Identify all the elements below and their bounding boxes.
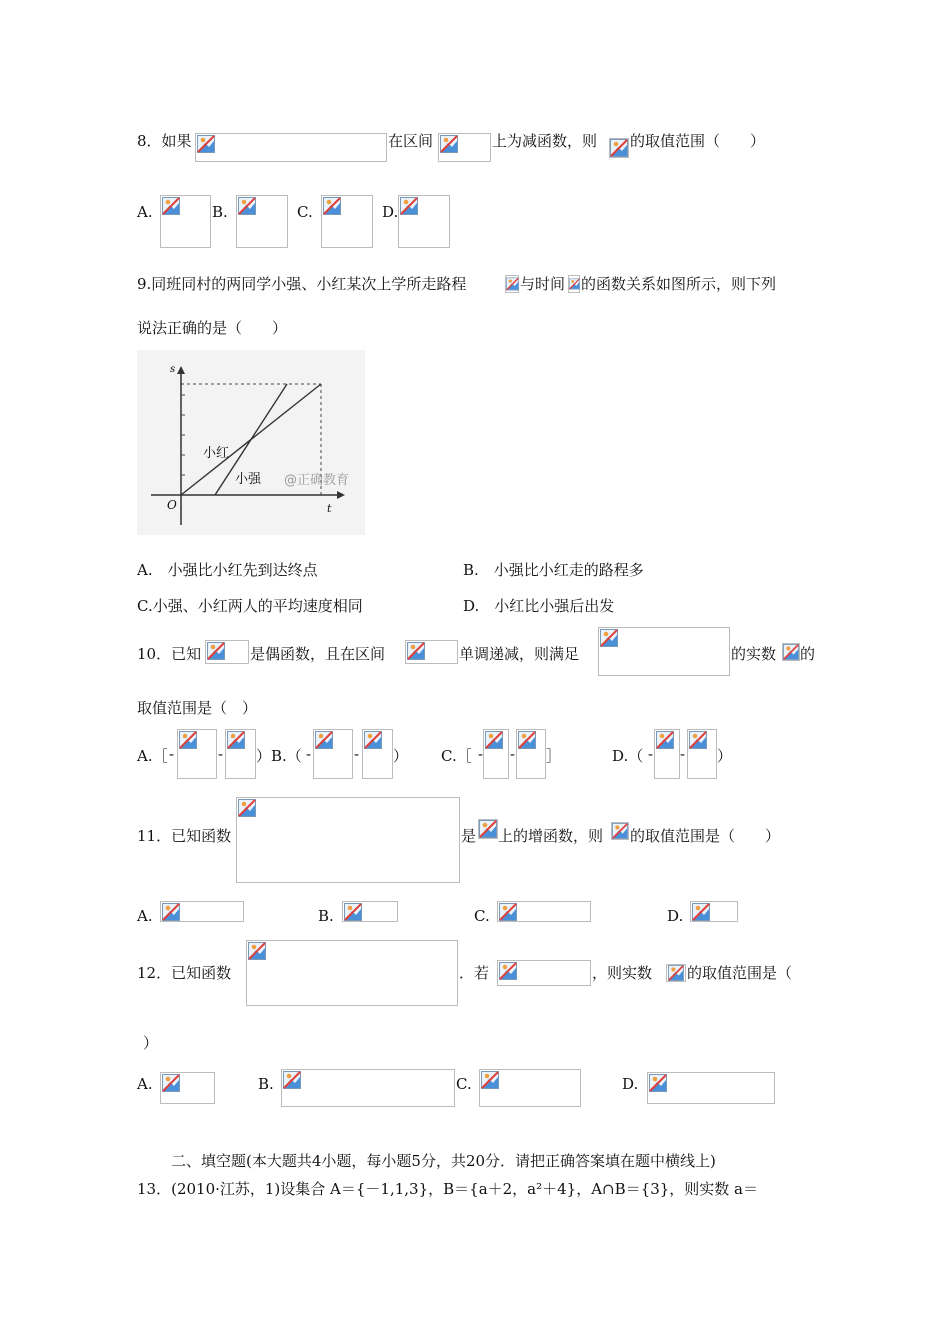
broken-image [195, 133, 387, 162]
broken-image [342, 901, 398, 922]
broken-image-icon [407, 642, 425, 660]
broken-image-icon [179, 731, 197, 749]
label-xiaoqiang: 小强 [235, 472, 262, 487]
q13-text: 13．(2010·江苏，1)设集合 A＝{－1,1,3}，B＝{a＋2，a²＋4}，A∩B＝{3}，则实数 a＝ [137, 1180, 758, 1198]
option-a: A. 小强比小红先到达终点 [137, 561, 318, 579]
option-label: B. [318, 907, 334, 925]
broken-image-icon [162, 1074, 180, 1092]
option-label: D.（ [612, 747, 644, 765]
bracket: ） [717, 747, 733, 765]
q10-text: 10．已知 [137, 645, 202, 663]
bracket: ） [256, 747, 272, 765]
broken-image [160, 1072, 215, 1104]
broken-image-icon [518, 731, 536, 749]
q12-text: ，则实数 [592, 964, 653, 982]
y-axis-label: s [170, 364, 176, 375]
minus-sign: - [354, 745, 360, 763]
q11-text: 上的增函数，则 [498, 827, 604, 845]
broken-image [313, 729, 353, 779]
bracket: ］ [546, 747, 562, 765]
option-label: C. [456, 1075, 472, 1093]
option-label: C. [297, 203, 313, 221]
broken-image [321, 195, 373, 248]
q9-text: 与时间 [520, 275, 566, 293]
broken-image-icon [499, 903, 517, 921]
broken-image [281, 1069, 455, 1107]
broken-image [516, 729, 546, 779]
q10-text: 是偶函数，且在区间 [250, 645, 386, 663]
option-c: C.小强、小红两人的平均速度相同 [137, 597, 363, 615]
broken-image [497, 960, 591, 986]
broken-image-icon [248, 942, 266, 960]
q8-text: 的取值范围（ ） [630, 132, 766, 150]
broken-image-icon [479, 820, 497, 838]
broken-image [479, 1069, 581, 1107]
origin-label: O [167, 498, 177, 512]
broken-image [160, 195, 211, 248]
option-label: B. [212, 203, 228, 221]
broken-image [598, 627, 730, 676]
broken-image-icon [656, 731, 674, 749]
broken-image-icon [689, 731, 707, 749]
q9-text: 9.同班同村的两同学小强、小红某次上学所走路程 [137, 275, 467, 293]
minus-sign: - [648, 745, 654, 763]
broken-image-icon [485, 731, 503, 749]
broken-image [405, 640, 458, 664]
broken-image [438, 133, 491, 162]
broken-image [160, 901, 244, 922]
option-label: D. [622, 1075, 639, 1093]
broken-image [478, 819, 498, 839]
q9-text: 说法正确的是（ ） [137, 319, 288, 337]
option-d: D. 小红比小强后出发 [463, 597, 615, 615]
minus-sign: - [510, 745, 516, 763]
option-label: D. [667, 907, 684, 925]
option-label: A. [137, 203, 153, 221]
broken-image-icon [506, 276, 519, 292]
q8-text: 在区间 [388, 132, 434, 150]
broken-image [362, 729, 393, 779]
broken-image-icon [283, 1071, 301, 1089]
section-heading: 二、填空题(本大题共4小题，每小题5分，共20分．请把正确答案填在题中横线上) [171, 1152, 716, 1170]
broken-image [687, 729, 717, 779]
broken-image-icon [315, 731, 333, 749]
broken-image-icon [344, 903, 362, 921]
broken-image-icon [481, 1071, 499, 1089]
broken-image-icon [323, 197, 341, 215]
option-label: B. [258, 1075, 274, 1093]
broken-image-icon [207, 642, 225, 660]
broken-image [690, 901, 738, 922]
broken-image-icon [667, 965, 685, 981]
broken-image [611, 822, 629, 840]
distance-time-graph [137, 350, 365, 535]
broken-image [236, 195, 288, 248]
option-label: D. [382, 203, 399, 221]
minus-sign: - [218, 745, 224, 763]
q8-text: 上为减函数，则 [492, 132, 598, 150]
broken-image [205, 640, 249, 664]
label-xiaohong: 小红 [203, 446, 230, 461]
broken-image-icon [692, 903, 710, 921]
broken-image [236, 797, 460, 883]
broken-image-icon [612, 823, 628, 839]
broken-image-icon [400, 197, 418, 215]
broken-image-icon [600, 629, 618, 647]
q10-text: 的实数 [731, 645, 777, 663]
minus-sign: - [478, 745, 484, 763]
broken-image [177, 729, 217, 779]
broken-image [225, 729, 256, 779]
bracket: ） [393, 747, 409, 765]
minus-sign: - [680, 745, 686, 763]
option-label: A.［ [137, 747, 168, 765]
broken-image-icon [227, 731, 245, 749]
broken-image-icon [440, 135, 458, 153]
broken-image [666, 964, 686, 982]
broken-image [497, 901, 591, 922]
q8-number: 8．如果 [137, 132, 192, 150]
watermark: @正确教育 [284, 473, 350, 488]
q11-text: 11．已知函数 [137, 827, 232, 845]
broken-image-icon [238, 197, 256, 215]
option-label: C.［ [441, 747, 472, 765]
broken-image [782, 643, 800, 661]
q10-text: 的 [800, 645, 816, 663]
option-label: B.（ [271, 747, 302, 765]
q9-text: 的函数关系如图所示，则下列 [581, 275, 777, 293]
minus-sign: - [306, 745, 312, 763]
q11-text: 是 [461, 827, 477, 845]
minus-sign: - [169, 745, 175, 763]
option-label: A. [137, 1075, 153, 1093]
q12-text: ．若 [459, 964, 490, 982]
broken-image-icon [162, 197, 180, 215]
broken-image-icon [197, 135, 215, 153]
broken-image [398, 195, 450, 248]
option-label: A. [137, 907, 153, 925]
broken-image-icon [238, 799, 256, 817]
broken-image-icon [569, 276, 580, 292]
option-b: B. 小强比小红走的路程多 [463, 561, 644, 579]
broken-image [654, 729, 680, 779]
broken-image [647, 1072, 775, 1104]
option-label: C. [474, 907, 490, 925]
broken-image-icon [783, 644, 799, 660]
q12-text: 12．已知函数 [137, 964, 232, 982]
q10-text: 单调递减，则满足 [459, 645, 580, 663]
broken-image [246, 940, 458, 1006]
broken-image-icon [649, 1074, 667, 1092]
broken-image [568, 275, 580, 293]
broken-image [609, 138, 629, 158]
broken-image-icon [364, 731, 382, 749]
q11-text: 的取值范围是（ ） [630, 827, 781, 845]
x-axis-label: t [327, 502, 332, 515]
q12-text: ） [143, 1034, 159, 1052]
broken-image-icon [499, 962, 517, 980]
broken-image-icon [162, 903, 180, 921]
broken-image-icon [610, 139, 628, 157]
q12-text: 的取值范围是（ [687, 964, 793, 982]
broken-image [505, 275, 519, 293]
broken-image [483, 729, 509, 779]
q10-text: 取值范围是（ ） [137, 699, 258, 717]
